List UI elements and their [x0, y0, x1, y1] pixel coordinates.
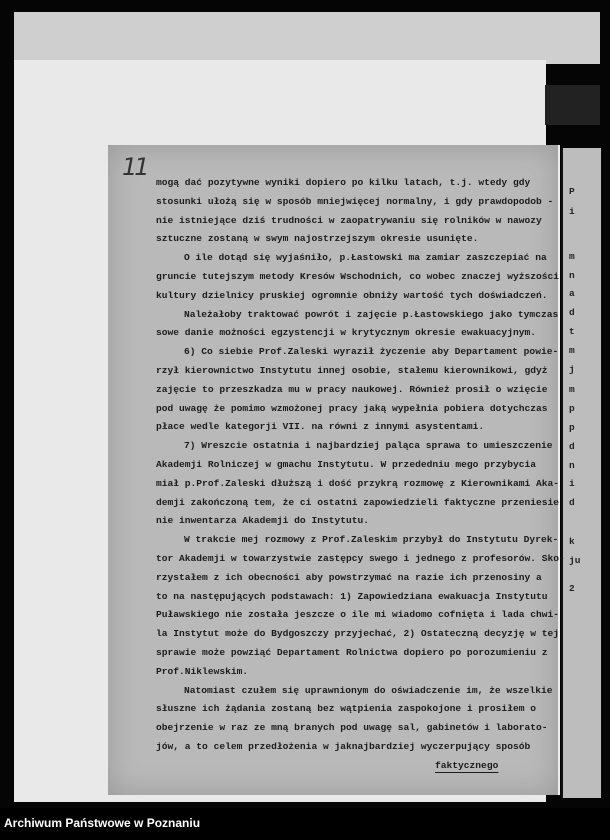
- adjacent-text-fragment: i: [569, 206, 575, 217]
- adjacent-text-fragment: d: [569, 307, 575, 318]
- adjacent-text-fragment: d: [569, 441, 575, 452]
- adjacent-text-fragment: i: [569, 478, 575, 489]
- text-line: zajęcie to przeszkadza mu w pracy naukowej. Również prosił o wzięcie: [156, 383, 548, 395]
- text-line: W trakcie mej rozmowy z Prof.Zaleskim przybył do Instytutu Dyrek-: [184, 534, 559, 546]
- text-line: Należałoby traktować powrót i zajęcie p.Łastowskiego jako tymczas: [184, 308, 559, 320]
- text-line: Akademji Rolniczej w gmachu Instytutu. W przededniu mego przybycia: [156, 458, 536, 470]
- text-line: kultury dzielnicy pruskiej ogromnie obniży wartość tych doświadczeń.: [156, 289, 548, 301]
- background-shadow: [545, 85, 600, 125]
- adjacent-text-fragment: n: [569, 460, 575, 471]
- text-line: sowe danie możności egzystencji w krytycznym okresie ewakuacyjnym.: [156, 327, 536, 339]
- document-text: [108, 174, 565, 776]
- adjacent-text-fragment: m: [569, 251, 575, 262]
- text-line: płace wedle kategorji VII. na równi z innymi asystentami.: [156, 421, 485, 433]
- text-line: stosunki ułożą się w sposób mniejwięcej normalny, i gdy prawdopodob -: [156, 195, 554, 207]
- adjacent-text-fragment: P: [569, 186, 575, 197]
- catchword-line: [108, 757, 560, 776]
- folio-number: 11: [122, 153, 147, 181]
- adjacent-text-fragment: t: [569, 326, 575, 337]
- text-line: Natomiast czułem się uprawnionym do oświadczenie im, że wszelkie: [184, 684, 553, 696]
- text-line: rzył kierownictwo Instytutu innej osobie, stałemu kierownikowi, gdyż: [156, 364, 548, 376]
- adjacent-text-fragment: 2: [569, 583, 575, 594]
- adjacent-text-fragment: ju: [569, 555, 581, 566]
- text-line: nie inwentarza Akademji do Instytutu.: [156, 515, 370, 527]
- text-line: to na następujących podstawach: 1) Zapowiedziana ewakuacja Instytutu: [156, 590, 548, 602]
- text-line: sprawie może powziąć Departament Rolnictwa dopiero po porozumieniu z: [156, 646, 548, 658]
- typed-document-page: [108, 145, 565, 795]
- text-line: miał p.Prof.Zaleski dłuższą i dość przykrą rozmowę z Kierownikami Aka-: [156, 477, 560, 489]
- adjacent-text-fragment: j: [569, 364, 575, 375]
- adjacent-text-fragment: d: [569, 497, 575, 508]
- text-line: tor Akademji w towarzystwie zastępcy swego i jednego z profesorów. Sko-: [156, 552, 565, 564]
- text-line: 7) Wreszcie ostatnia i najbardziej paląca sprawa to umieszczenie: [184, 440, 553, 452]
- text-line: obejrzenie w raz ze mną branych pod uwagę sal, gabinetów i laborato-: [156, 722, 548, 734]
- text-line: Prof.Niklewskim.: [156, 665, 249, 677]
- adjacent-text-fragment: p: [569, 403, 575, 414]
- background-sheet-top: [14, 12, 600, 64]
- catchword: faktycznego: [435, 759, 499, 771]
- archive-label: Archiwum Państwowe w Poznaniu: [4, 816, 201, 830]
- adjacent-text-fragment: m: [569, 345, 575, 356]
- text-line: gruncie tutejszym metody Kresów Wschodnich, co wobec znaczej wyższości: [156, 270, 560, 282]
- adjacent-text-fragment: m: [569, 384, 575, 395]
- text-line: demji zakończoną tem, że ci ostatni zapowiedzieli faktyczne przeniesie: [156, 496, 560, 508]
- text-line: sztuczne zostaną w swym najostrzejszym okresie usunięte.: [156, 233, 479, 245]
- adjacent-text-fragment: n: [569, 270, 575, 281]
- text-line: O ile dotąd się wyjaśniło, p.Łastowski ma zamiar zaszczepiać na: [184, 252, 547, 264]
- text-line: mogą dać pozytywne wyniki dopiero po kilku latach, t.j. wtedy gdy: [156, 177, 531, 188]
- text-line: rzystałem z ich obecności aby powstrzymać na razie ich przenosiny a: [156, 571, 542, 583]
- text-line: la Instytut może do Bydgoszczy przyjechać, 2) Ostateczną decyzję w tej: [156, 628, 560, 640]
- text-line: nie istniejące dziś trudności w zaopatrywaniu się rolników w nawozy: [156, 214, 542, 226]
- adjacent-text-fragment: a: [569, 288, 575, 299]
- adjacent-text-fragment: p: [569, 422, 575, 433]
- footer-bar: [0, 808, 610, 840]
- text-line: jów, a to celem przedłożenia w jaknajbardziej wyczerpujący sposób: [156, 740, 531, 752]
- adjacent-text-fragment: k: [569, 536, 575, 547]
- text-line: pod uwagę że pomimo wzmożonej pracy jaką wypełnia pobiera dotychczas: [156, 402, 548, 414]
- text-line: Puławskiego nie została jeszcze o ile mi wiadomo cofnięta i lada chwi-: [156, 609, 560, 621]
- text-line: słuszne ich żądania zostaną bez wątpienia zaspokojone i prosiłem o: [156, 703, 536, 715]
- text-line: 6) Co siebie Prof.Zaleski wyraził życzenie aby Departament powie-: [184, 346, 559, 358]
- adjacent-page-edge: [561, 148, 601, 798]
